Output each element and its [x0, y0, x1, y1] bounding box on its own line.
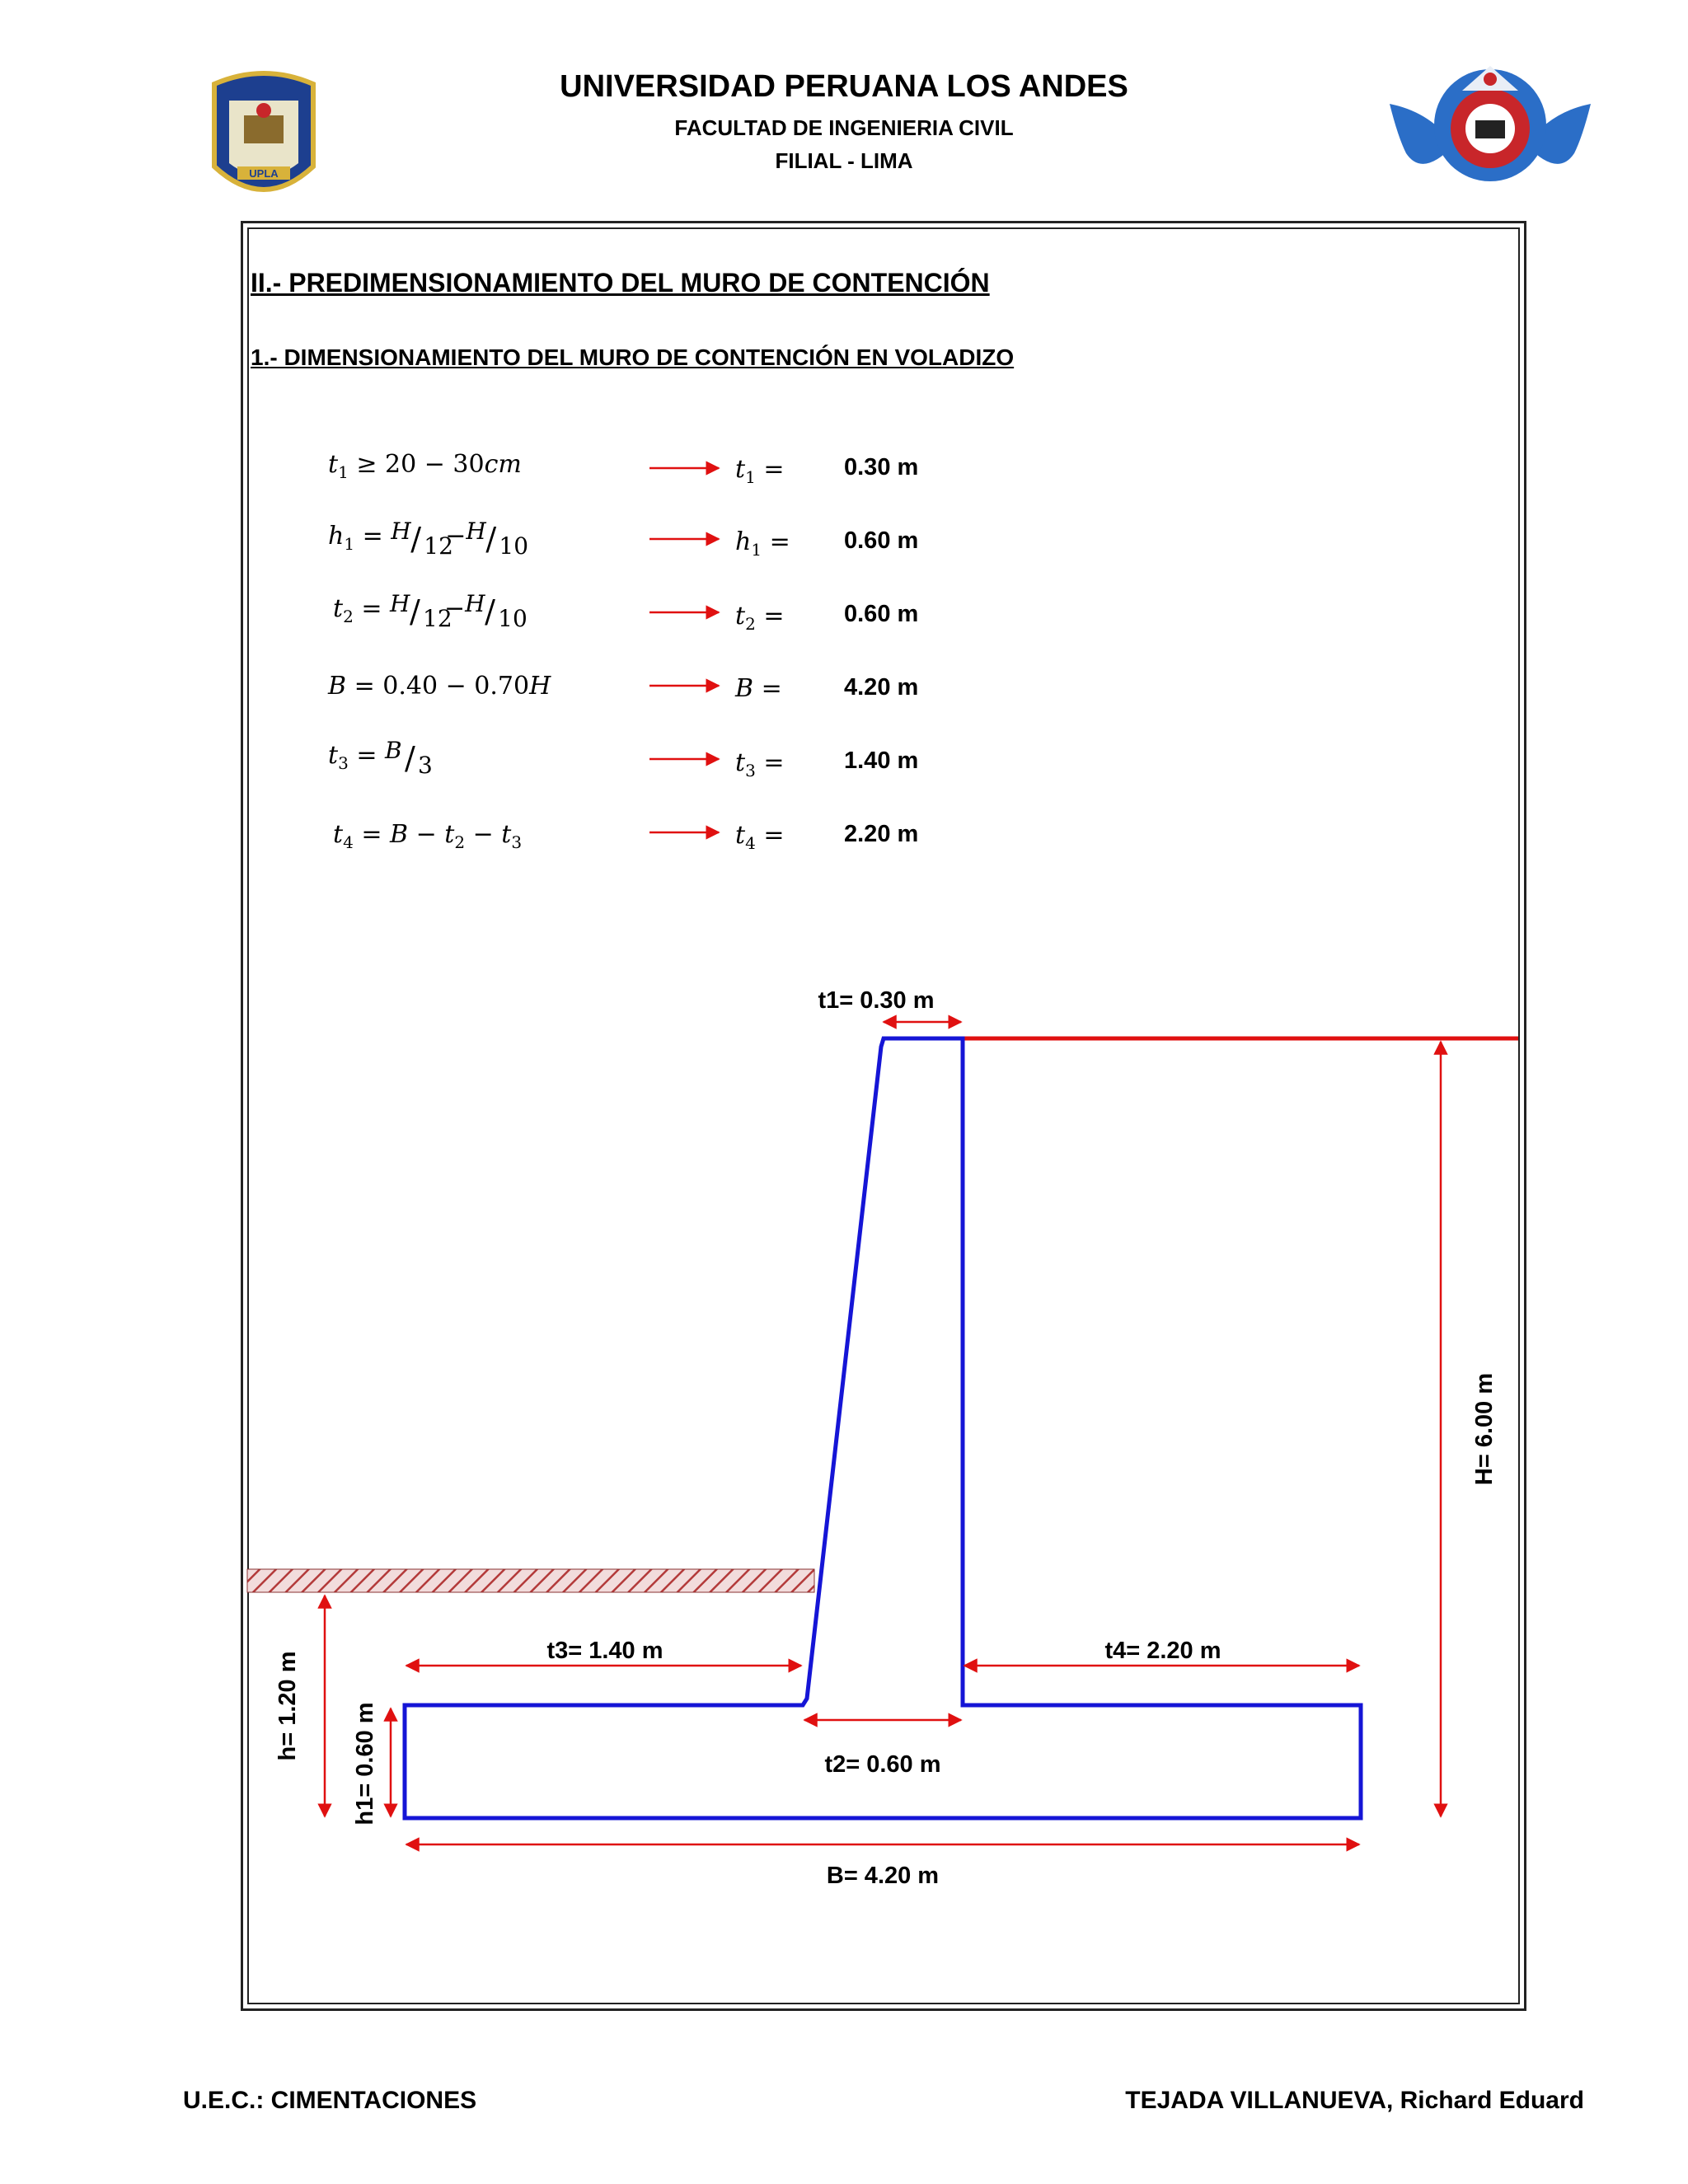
equation-B-formula: B = 0.40 − 0.70H [328, 672, 551, 701]
equation-t3-lhs: $t_3$ = [735, 748, 785, 780]
retaining-wall-outline [405, 1038, 1361, 1818]
university-name: UNIVERSIDAD PERUANA LOS ANDES [560, 69, 1128, 104]
equation-t2-formula: $t_2$ = H / 12 − H / 10 [333, 590, 528, 632]
result-t3: 1.40 m [844, 748, 919, 774]
footer-course: U.E.C.: CIMENTACIONES [183, 2087, 477, 2114]
equation-t4-formula: $t_4 = B - t_2 - t_3$ [333, 820, 523, 852]
label-h: h= 1.20 m [274, 1651, 301, 1761]
equation-t1-lhs: $t_1$ = [735, 455, 785, 487]
label-t3: t3= 1.40 m [546, 1638, 663, 1664]
result-B: 4.20 m [844, 674, 919, 701]
result-t2: 0.60 m [844, 601, 919, 627]
footer-author: TEJADA VILLANUEVA, Richard Eduard [1125, 2087, 1584, 2114]
label-H: H= 6.00 m [1471, 1372, 1498, 1486]
label-t4: t4= 2.20 m [1104, 1638, 1221, 1664]
result-t4: 2.20 m [844, 821, 919, 847]
equation-B-lhs: B = [735, 674, 782, 703]
label-B: B= 4.20 m [826, 1863, 940, 1889]
result-arrows [649, 468, 719, 832]
faculty-name: FACULTAD DE INGENIERIA CIVIL [674, 115, 1014, 140]
equation-t4-lhs: $t_4$ = [735, 821, 785, 853]
equation-t2-lhs: $t_2$ = [735, 602, 785, 634]
section-title: II.- PREDIMENSIONAMIENTO DEL MURO DE CONTENCIÓN [251, 268, 990, 298]
branch-name: FILIAL - LIMA [775, 148, 913, 173]
equation-t3-formula: $t_3$ = B / 3 [328, 737, 433, 779]
equation-h1-formula: $h_1$ = H / 12 − H / 10 [328, 518, 529, 560]
result-h1: 0.60 m [844, 527, 919, 554]
result-t1: 0.30 m [844, 454, 919, 480]
label-t2: t2= 0.60 m [824, 1751, 941, 1778]
soil-hatch [247, 1569, 814, 1592]
label-t1: t1= 0.30 m [818, 987, 935, 1014]
label-h1: h1= 0.60 m [352, 1702, 378, 1825]
subsection-title: 1.- DIMENSIONAMIENTO DEL MURO DE CONTENCIÓN EN VOLADIZO [251, 344, 1015, 370]
equation-h1-lhs: $h_1$ = [735, 527, 790, 560]
equation-t1-formula: $t_1 \ge 20 - 30cm$ [328, 450, 522, 482]
svg-text:UPLA: UPLA [249, 167, 279, 180]
